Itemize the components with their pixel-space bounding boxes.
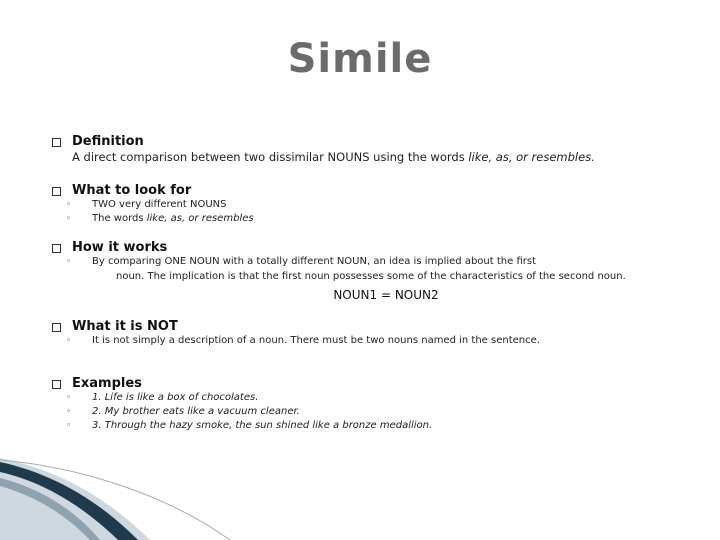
- definition-text: [72, 150, 595, 164]
- sub-bullet-icon: ◦: [66, 336, 72, 346]
- sub-bullet-icon: ◦: [66, 257, 72, 267]
- sub-bullet-icon: ◦: [66, 200, 72, 210]
- what-it-is-not-heading: What it is NOT: [72, 319, 178, 334]
- example-item: 3. Through the hazy smoke, the sun shined like a bronze medallion.: [92, 420, 433, 431]
- slide-title: Simile: [287, 36, 433, 82]
- sub-bullet-icon: ◦: [66, 407, 72, 417]
- definition-italic: like, as, or resembles.: [468, 150, 595, 164]
- look-for-item: [92, 213, 254, 224]
- what-to-look-for-heading: What to look for: [72, 183, 192, 198]
- sub-bullet-icon: ◦: [66, 214, 72, 224]
- look-for-item-italic: like, as, or resembles: [146, 213, 254, 224]
- example-item: 2. My brother eats like a vacuum cleaner.: [92, 406, 300, 417]
- definition-body: A direct comparison between two dissimilar NOUNS using the words: [72, 150, 465, 164]
- definition-heading: Definition: [72, 134, 144, 149]
- look-for-item: [92, 199, 226, 210]
- look-for-item-text: TWO very different NOUNS: [92, 199, 227, 210]
- sub-bullet-icon: ◦: [66, 421, 72, 431]
- how-it-works-heading: How it works: [72, 240, 168, 255]
- checkbox-bullet-icon: [52, 323, 61, 332]
- example-item: 1. Life is like a box of chocolates.: [92, 392, 259, 403]
- sub-bullet-icon: ◦: [66, 393, 72, 403]
- decorative-wave: [0, 440, 720, 540]
- look-for-item-text: The words: [92, 213, 147, 224]
- checkbox-bullet-icon: [52, 138, 61, 147]
- checkbox-bullet-icon: [52, 244, 61, 253]
- how-it-works-line2: noun. The implication is that the first noun possesses some of the characteristics of the second noun.: [116, 271, 626, 282]
- noun-equation: NOUN1 = NOUN2: [333, 288, 439, 302]
- examples-heading: Examples: [72, 376, 142, 391]
- how-it-works-line1: By comparing ONE NOUN with a totally different NOUN, an idea is implied about the first: [92, 256, 536, 267]
- checkbox-bullet-icon: [52, 187, 61, 196]
- checkbox-bullet-icon: [52, 380, 61, 389]
- what-it-is-not-item: It is not simply a description of a noun. There must be two nouns named in the sentence.: [92, 335, 540, 346]
